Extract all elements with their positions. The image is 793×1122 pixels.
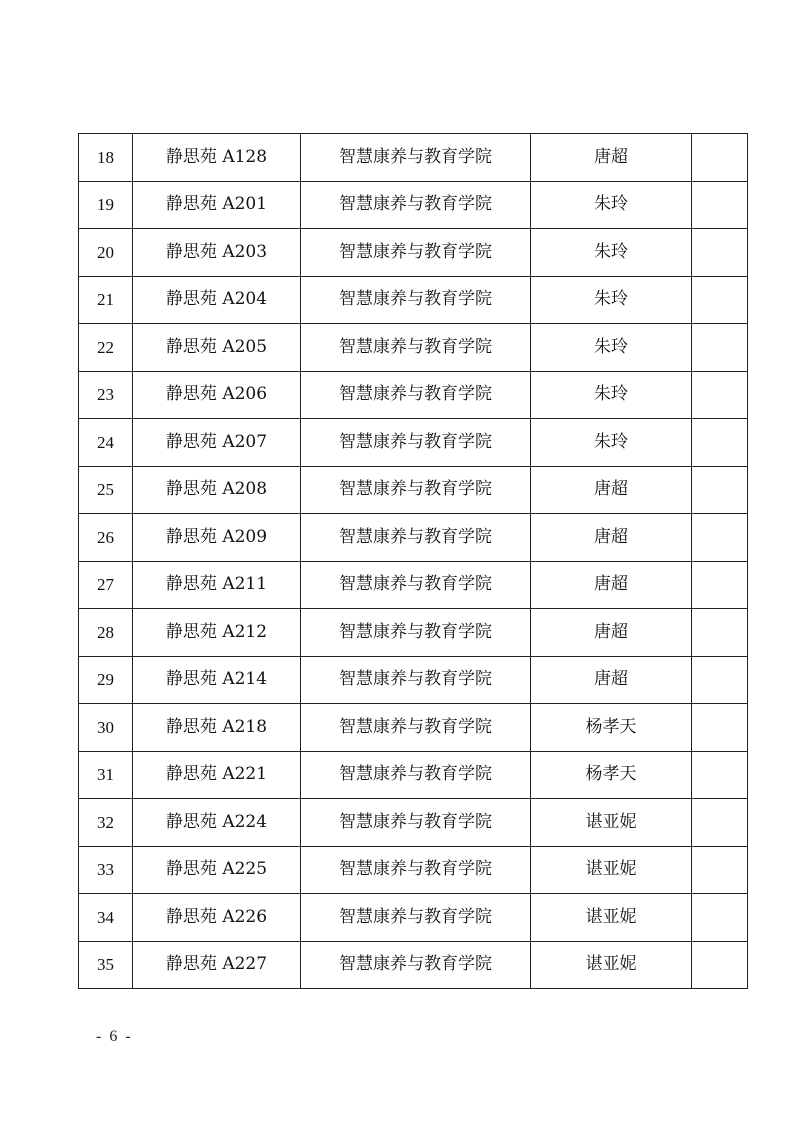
table-row <box>79 561 748 609</box>
room-cell: 静思苑 A214 <box>133 656 301 704</box>
row-number-cell: 32 <box>79 799 133 847</box>
person-in-charge-cell: 谌亚妮 <box>531 846 692 894</box>
table-row <box>79 799 748 847</box>
remarks-cell <box>692 846 748 894</box>
table-row <box>79 751 748 799</box>
table-row <box>79 941 748 989</box>
person-in-charge-cell: 朱玲 <box>531 324 692 372</box>
remarks-cell <box>692 894 748 942</box>
room-cell: 静思苑 A205 <box>133 324 301 372</box>
row-number-cell: 23 <box>79 371 133 419</box>
table-row <box>79 134 748 182</box>
college-cell: 智慧康养与教育学院 <box>301 894 531 942</box>
person-in-charge-cell: 朱玲 <box>531 419 692 467</box>
table-row <box>79 514 748 562</box>
room-cell: 静思苑 A212 <box>133 609 301 657</box>
room-cell: 静思苑 A207 <box>133 419 301 467</box>
person-in-charge-cell: 谌亚妮 <box>531 799 692 847</box>
row-number-cell: 29 <box>79 656 133 704</box>
room-cell: 静思苑 A221 <box>133 751 301 799</box>
remarks-cell <box>692 181 748 229</box>
table-row <box>79 371 748 419</box>
remarks-cell <box>692 941 748 989</box>
college-cell: 智慧康养与教育学院 <box>301 846 531 894</box>
college-cell: 智慧康养与教育学院 <box>301 371 531 419</box>
table-row <box>79 324 748 372</box>
room-cell: 静思苑 A227 <box>133 941 301 989</box>
room-cell: 静思苑 A224 <box>133 799 301 847</box>
person-in-charge-cell: 朱玲 <box>531 181 692 229</box>
remarks-cell <box>692 799 748 847</box>
person-in-charge-cell: 杨孝天 <box>531 751 692 799</box>
room-cell: 静思苑 A218 <box>133 704 301 752</box>
remarks-cell <box>692 656 748 704</box>
table-body <box>79 134 748 989</box>
row-number-cell: 19 <box>79 181 133 229</box>
person-in-charge-cell: 唐超 <box>531 466 692 514</box>
person-in-charge-cell: 唐超 <box>531 656 692 704</box>
room-cell: 静思苑 A201 <box>133 181 301 229</box>
room-cell: 静思苑 A206 <box>133 371 301 419</box>
room-cell: 静思苑 A226 <box>133 894 301 942</box>
row-number-cell: 21 <box>79 276 133 324</box>
table-row <box>79 229 748 277</box>
college-cell: 智慧康养与教育学院 <box>301 656 531 704</box>
room-cell: 静思苑 A203 <box>133 229 301 277</box>
college-cell: 智慧康养与教育学院 <box>301 704 531 752</box>
row-number-cell: 18 <box>79 134 133 182</box>
room-cell: 静思苑 A208 <box>133 466 301 514</box>
remarks-cell <box>692 561 748 609</box>
remarks-cell <box>692 704 748 752</box>
table-row <box>79 466 748 514</box>
college-cell: 智慧康养与教育学院 <box>301 276 531 324</box>
room-cell: 静思苑 A209 <box>133 514 301 562</box>
remarks-cell <box>692 229 748 277</box>
page-number: - 6 - <box>96 1028 133 1045</box>
person-in-charge-cell: 唐超 <box>531 609 692 657</box>
remarks-cell <box>692 134 748 182</box>
table-row <box>79 181 748 229</box>
college-cell: 智慧康养与教育学院 <box>301 324 531 372</box>
person-in-charge-cell: 杨孝天 <box>531 704 692 752</box>
table-row <box>79 846 748 894</box>
college-cell: 智慧康养与教育学院 <box>301 229 531 277</box>
room-cell: 静思苑 A204 <box>133 276 301 324</box>
college-cell: 智慧康养与教育学院 <box>301 514 531 562</box>
row-number-cell: 33 <box>79 846 133 894</box>
row-number-cell: 35 <box>79 941 133 989</box>
row-number-cell: 31 <box>79 751 133 799</box>
person-in-charge-cell: 唐超 <box>531 514 692 562</box>
person-in-charge-cell: 朱玲 <box>531 371 692 419</box>
table-row <box>79 276 748 324</box>
person-in-charge-cell: 唐超 <box>531 561 692 609</box>
remarks-cell <box>692 419 748 467</box>
row-number-cell: 25 <box>79 466 133 514</box>
table-row <box>79 894 748 942</box>
table-row <box>79 656 748 704</box>
row-number-cell: 27 <box>79 561 133 609</box>
person-in-charge-cell: 唐超 <box>531 134 692 182</box>
college-cell: 智慧康养与教育学院 <box>301 134 531 182</box>
remarks-cell <box>692 751 748 799</box>
college-cell: 智慧康养与教育学院 <box>301 609 531 657</box>
remarks-cell <box>692 324 748 372</box>
remarks-cell <box>692 466 748 514</box>
row-number-cell: 22 <box>79 324 133 372</box>
room-cell: 静思苑 A211 <box>133 561 301 609</box>
college-cell: 智慧康养与教育学院 <box>301 419 531 467</box>
college-cell: 智慧康养与教育学院 <box>301 561 531 609</box>
remarks-cell <box>692 276 748 324</box>
college-cell: 智慧康养与教育学院 <box>301 181 531 229</box>
room-cell: 静思苑 A225 <box>133 846 301 894</box>
remarks-cell <box>692 609 748 657</box>
row-number-cell: 24 <box>79 419 133 467</box>
room-cell: 静思苑 A128 <box>133 134 301 182</box>
table-row <box>79 419 748 467</box>
table-row <box>79 704 748 752</box>
row-number-cell: 20 <box>79 229 133 277</box>
row-number-cell: 26 <box>79 514 133 562</box>
remarks-cell <box>692 514 748 562</box>
college-cell: 智慧康养与教育学院 <box>301 941 531 989</box>
person-in-charge-cell: 谌亚妮 <box>531 894 692 942</box>
person-in-charge-cell: 朱玲 <box>531 276 692 324</box>
row-number-cell: 34 <box>79 894 133 942</box>
college-cell: 智慧康养与教育学院 <box>301 466 531 514</box>
person-in-charge-cell: 朱玲 <box>531 229 692 277</box>
person-in-charge-cell: 谌亚妮 <box>531 941 692 989</box>
college-cell: 智慧康养与教育学院 <box>301 751 531 799</box>
table-row <box>79 609 748 657</box>
row-number-cell: 30 <box>79 704 133 752</box>
college-cell: 智慧康养与教育学院 <box>301 799 531 847</box>
remarks-cell <box>692 371 748 419</box>
row-number-cell: 28 <box>79 609 133 657</box>
dormitory-table <box>78 133 748 989</box>
